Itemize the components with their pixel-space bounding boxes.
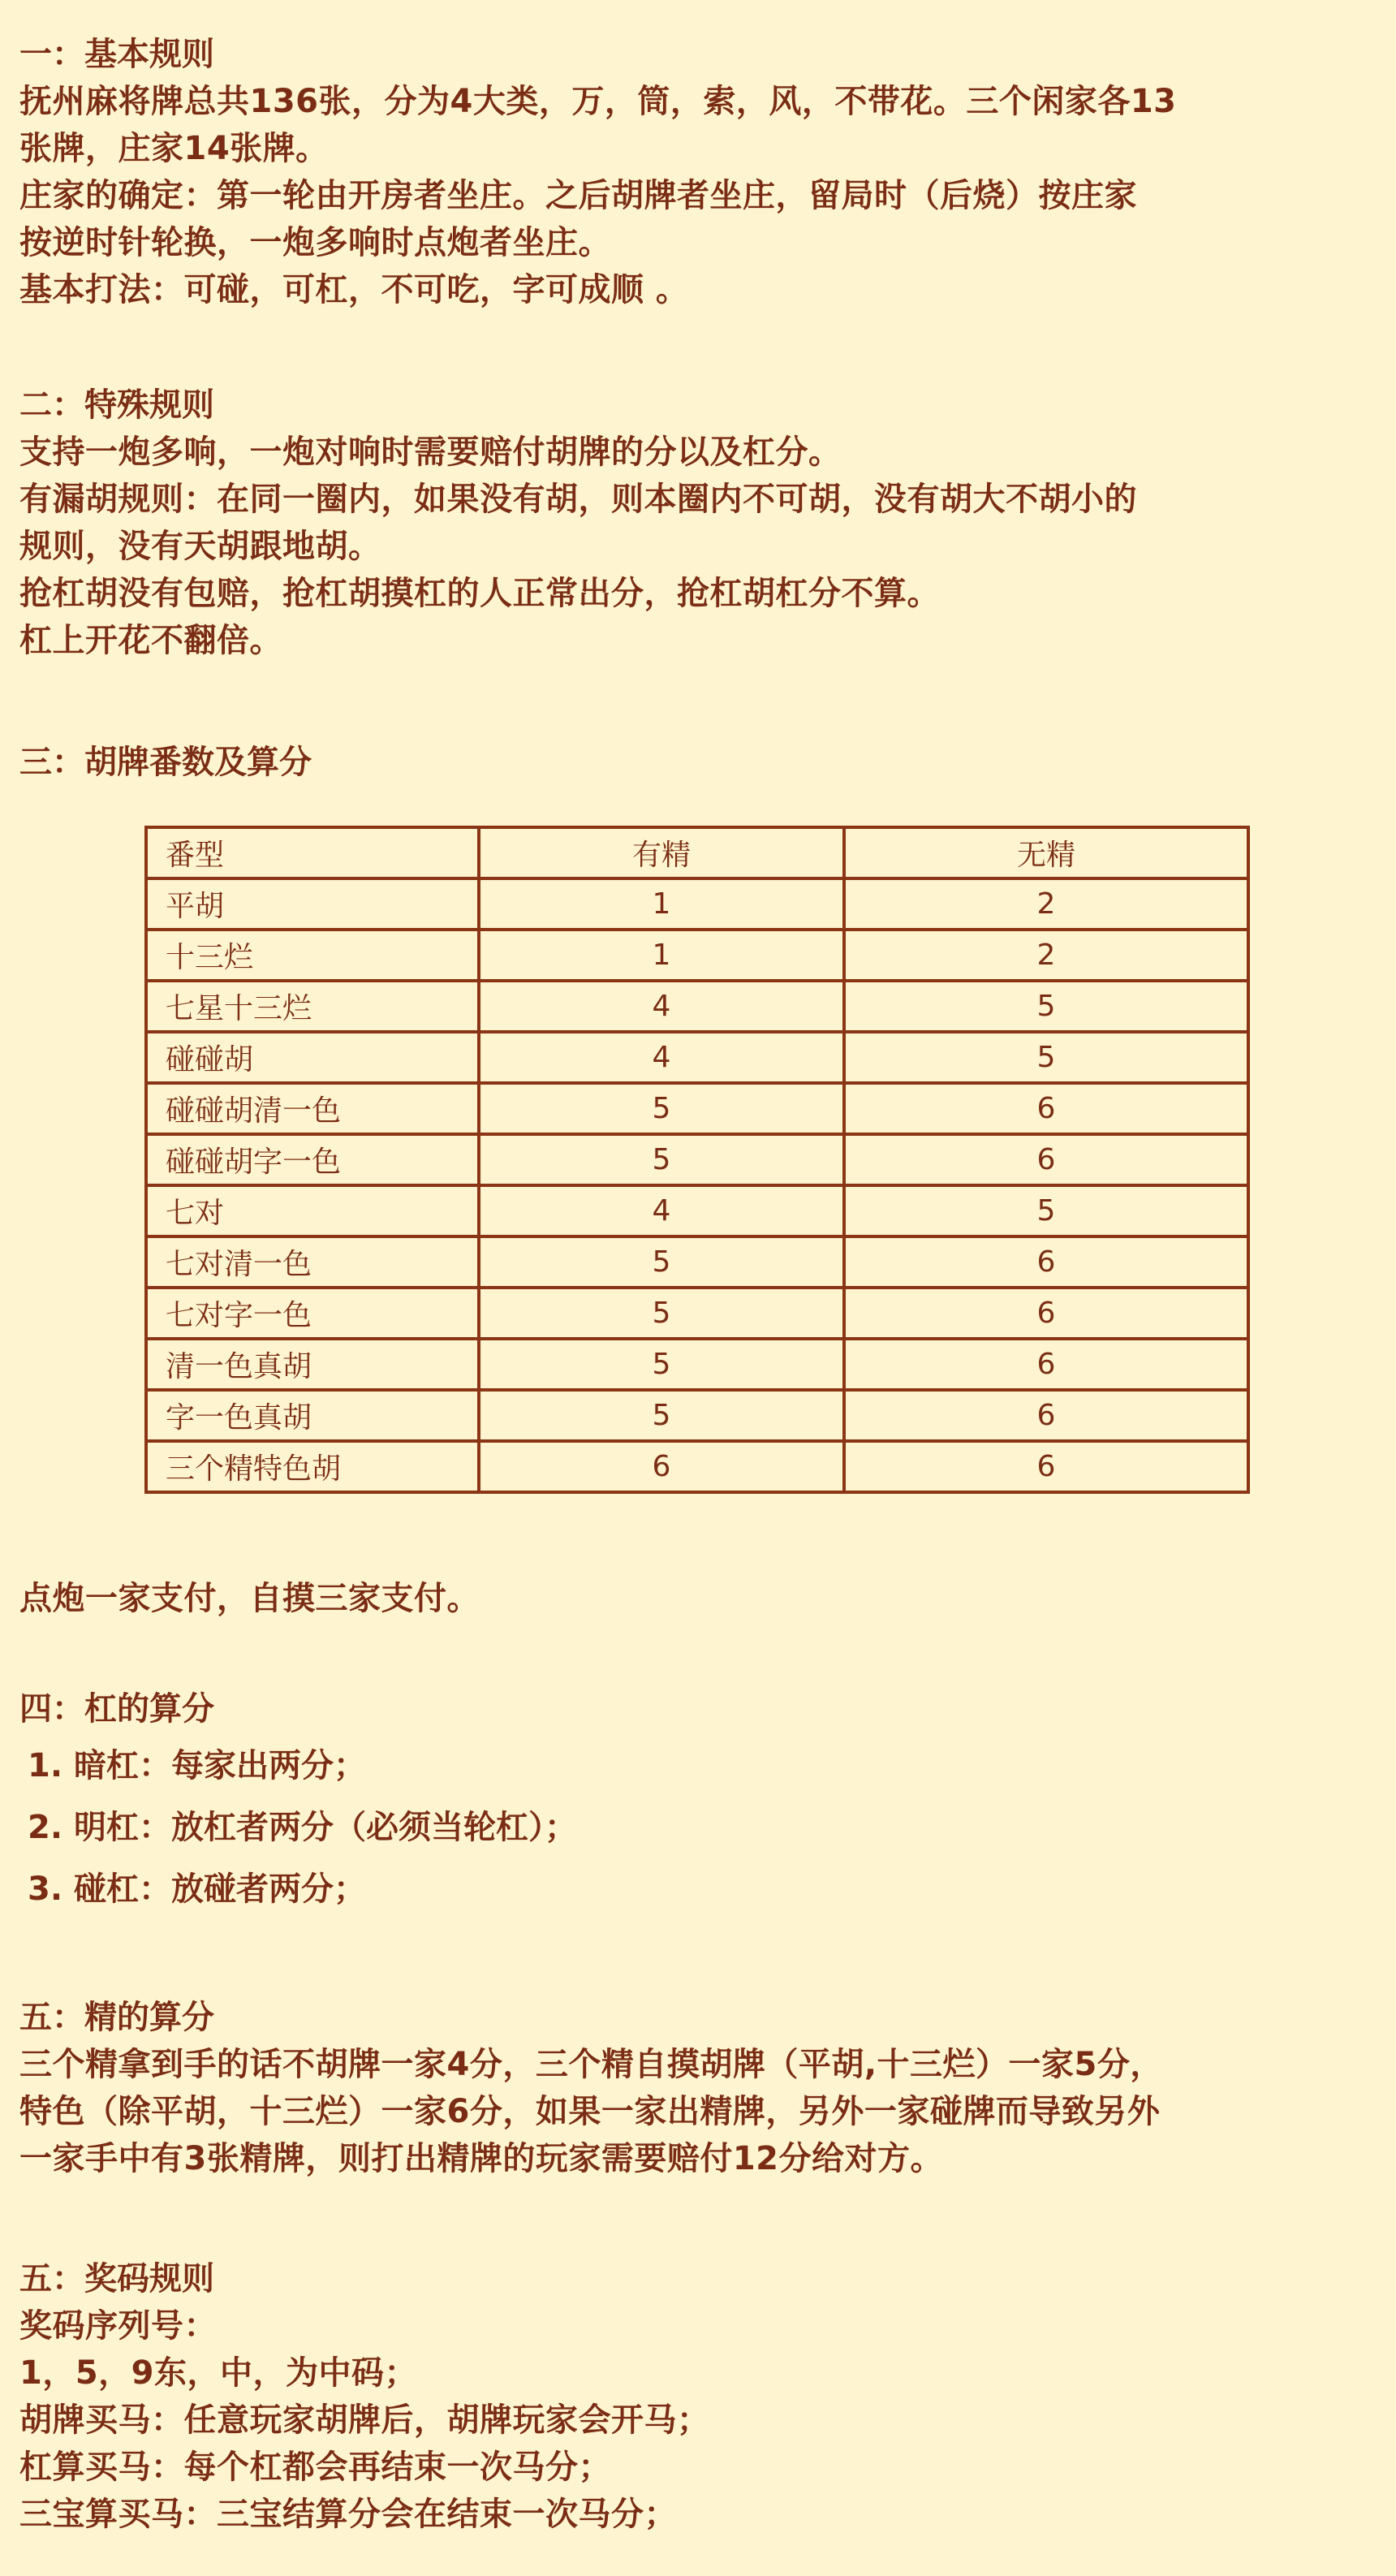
list-item: 1. 暗杠：每家出两分； <box>28 1747 366 1784</box>
table-cell: 2 <box>844 930 1248 981</box>
table-row <box>146 1288 1248 1339</box>
table-cell: 6 <box>844 1441 1248 1492</box>
text-line: 特色（除平胡，十三烂）一家6分，如果一家出精牌，另外一家碰牌而导致另外 <box>19 2093 1161 2130</box>
section-heading: 二：特殊规则 <box>19 386 214 424</box>
table-cell: 5 <box>844 1185 1248 1236</box>
text-line: 规则，没有天胡跟地胡。 <box>19 528 381 565</box>
table-cell: 6 <box>844 1134 1248 1185</box>
text-line: 一家手中有3张精牌，则打出精牌的玩家需要赔付12分给对方。 <box>19 2140 943 2177</box>
table-cell: 4 <box>479 1185 844 1236</box>
section-special-rules <box>19 382 1377 664</box>
table-cell: 6 <box>844 1083 1248 1134</box>
section-heading: 四：杠的算分 <box>19 1690 214 1728</box>
header-cell: 有精 <box>479 827 844 878</box>
table-cell: 十三烂 <box>146 930 479 981</box>
table-cell: 七对字一色 <box>146 1288 479 1339</box>
section-jing-scoring <box>19 1994 1377 2182</box>
table-cell: 5 <box>479 1339 844 1390</box>
table-cell: 5 <box>479 1236 844 1288</box>
text-line: 基本打法：可碰，可杠，不可吃，字可成顺 。 <box>19 271 689 309</box>
payment-note <box>19 1575 1377 1622</box>
text-line: 有漏胡规则：在同一圈内，如果没有胡，则本圈内不可胡，没有胡大不胡小的 <box>19 481 1137 518</box>
table-row <box>146 981 1248 1032</box>
table-row <box>146 1032 1248 1083</box>
section-basic-rules <box>19 31 1377 313</box>
table-cell: 三个精特色胡 <box>146 1441 479 1492</box>
table-cell: 1 <box>479 878 844 930</box>
table-row <box>146 1441 1248 1492</box>
table-cell: 碰碰胡 <box>146 1032 479 1083</box>
table-row <box>146 930 1248 981</box>
header-cell: 无精 <box>844 827 1248 878</box>
table-cell: 6 <box>844 1390 1248 1441</box>
table-row <box>146 878 1248 930</box>
text-line: 点炮一家支付，自摸三家支付。 <box>19 1580 480 1617</box>
table-cell: 七星十三烂 <box>146 981 479 1032</box>
table-cell: 5 <box>844 981 1248 1032</box>
table-row <box>146 1236 1248 1288</box>
text-line: 按逆时针轮换，一炮多响时点炮者坐庄。 <box>19 224 611 261</box>
table-cell: 碰碰胡字一色 <box>146 1134 479 1185</box>
text-line: 1，5，9东，中，为中码； <box>19 2354 417 2392</box>
scoring-table <box>144 826 1250 1494</box>
text-line: 支持一炮多响，一炮对响时需要赔付胡牌的分以及杠分。 <box>19 434 842 471</box>
table-row <box>146 1390 1248 1441</box>
text-line: 杠算买马：每个杠都会再结束一次马分； <box>19 2449 611 2486</box>
list-item: 2. 明杠：放杠者两分（必须当轮杠）； <box>28 1809 577 1846</box>
table-cell: 5 <box>479 1083 844 1134</box>
text-line: 庄家的确定：第一轮由开房者坐庄。之后胡牌者坐庄，留局时（后烧）按庄家 <box>19 177 1137 214</box>
text-line: 张牌，庄家14张牌。 <box>19 130 329 167</box>
table-cell: 6 <box>844 1288 1248 1339</box>
section-heading: 三：胡牌番数及算分 <box>19 744 312 781</box>
table-row <box>146 1339 1248 1390</box>
table-cell: 2 <box>844 878 1248 930</box>
text-line: 三个精拿到手的话不胡牌一家4分，三个精自摸胡牌（平胡,十三烂）一家5分， <box>19 2046 1163 2083</box>
section-scoring <box>19 739 1377 786</box>
table-row <box>146 1185 1248 1236</box>
section-heading: 一：基本规则 <box>19 36 214 73</box>
section-kong-scoring <box>19 1685 1377 1913</box>
table-header-row <box>146 827 1248 878</box>
table-cell: 6 <box>479 1441 844 1492</box>
text-line: 抢杠胡没有包赔，抢杠胡摸杠的人正常出分，抢杠胡杠分不算。 <box>19 575 940 612</box>
table-cell: 4 <box>479 981 844 1032</box>
text-line: 胡牌买马：任意玩家胡牌后，胡牌玩家会开马； <box>19 2401 710 2439</box>
table-cell: 4 <box>479 1032 844 1083</box>
table-cell: 5 <box>479 1390 844 1441</box>
table-cell: 平胡 <box>146 878 479 930</box>
table-cell: 1 <box>479 930 844 981</box>
table-cell: 七对清一色 <box>146 1236 479 1288</box>
section-heading: 五：奖码规则 <box>19 2260 214 2298</box>
table-cell: 6 <box>844 1236 1248 1288</box>
table-cell: 5 <box>479 1288 844 1339</box>
table-cell: 6 <box>844 1339 1248 1390</box>
text-line: 杠上开花不翻倍。 <box>19 622 282 659</box>
table-cell: 七对 <box>146 1185 479 1236</box>
header-cell: 番型 <box>146 827 479 878</box>
table-cell: 碰碰胡清一色 <box>146 1083 479 1134</box>
list-item: 3. 碰杠：放碰者两分； <box>28 1871 366 1908</box>
table-cell: 清一色真胡 <box>146 1339 479 1390</box>
table-cell: 字一色真胡 <box>146 1390 479 1441</box>
table-row <box>146 1083 1248 1134</box>
table-cell: 5 <box>844 1032 1248 1083</box>
text-line: 三宝算买马：三宝结算分会在结束一次马分； <box>19 2496 677 2533</box>
table-cell: 5 <box>479 1134 844 1185</box>
section-bonus-code-rules <box>19 2255 1377 2538</box>
section-heading: 五：精的算分 <box>19 1999 214 2036</box>
text-line: 奖码序列号： <box>19 2307 217 2345</box>
table-row <box>146 1134 1248 1185</box>
text-line: 抚州麻将牌总共136张，分为4大类，万，筒，索，风，不带花。三个闲家各13 <box>19 83 1177 120</box>
